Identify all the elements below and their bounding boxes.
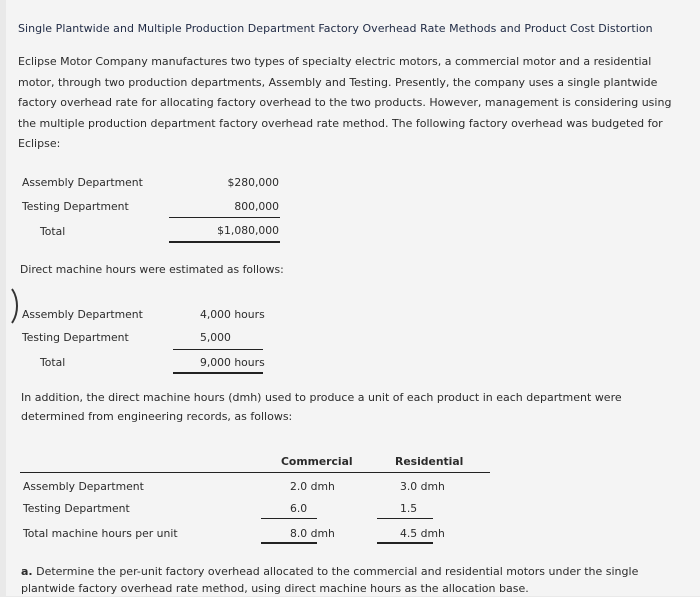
dmh-total-label: Total	[40, 356, 66, 369]
dmh-total-rule	[173, 372, 263, 374]
page-title: Single Plantwide and Multiple Production Department Factory Overhead Rate Methods and Product Cost Distortion	[18, 22, 653, 35]
unit-table-header-rule	[20, 472, 490, 473]
overhead-assembly-label: Assembly Department	[22, 176, 143, 189]
overhead-total-value: $1,080,000	[217, 224, 279, 237]
unit-assembly-label: Assembly Department	[23, 480, 144, 493]
dmh-intro: Direct machine hours were estimated as follows:	[20, 263, 284, 276]
unit-assembly-residential: 3.0 dmh	[400, 480, 445, 493]
header-residential: Residential	[395, 455, 464, 468]
unit-assembly-commercial: 2.0 dmh	[290, 480, 335, 493]
overhead-testing-label: Testing Department	[22, 200, 129, 213]
document-page	[6, 0, 700, 596]
dmh-assembly-value: 4,000 hours	[200, 308, 265, 321]
unit-total-label: Total machine hours per unit	[23, 527, 178, 540]
dmh-testing-value: 5,000	[200, 331, 231, 344]
question-text: Determine the per-unit factory overhead allocated to the commercial and residential motors under the single plantwide factory overhead rate method, using direct machine hours as the allocation base.	[21, 565, 639, 595]
header-commercial: Commercial	[281, 455, 353, 468]
unit-residential-total-rule	[377, 542, 433, 544]
dmh-assembly-label: Assembly Department	[22, 308, 143, 321]
dmh-testing-label: Testing Department	[22, 331, 129, 344]
overhead-testing-value: 800,000	[234, 200, 279, 213]
margin-bracket-mark	[0, 283, 18, 329]
overhead-total-label: Total	[40, 225, 66, 238]
unit-commercial-subtotal-rule	[261, 518, 317, 519]
overhead-subtotal-rule	[169, 217, 280, 218]
unit-testing-residential: 1.5	[400, 502, 418, 515]
unit-total-commercial: 8.0 dmh	[290, 527, 335, 540]
dmh-total-value: 9,000 hours	[200, 356, 265, 369]
overhead-assembly-value: $280,000	[227, 176, 279, 189]
unit-residential-subtotal-rule	[377, 518, 433, 519]
overhead-total-rule	[169, 241, 280, 243]
unit-testing-commercial: 6.0	[290, 502, 308, 515]
intro-paragraph: Eclipse Motor Company manufactures two types of specialty electric motors, a commercial motor and a residential motor, through two production departments, Assembly and Testing. Presently, the company uses a single plantwide factory overhead rate for allocating factory overhead to the two products. However, management is considering using the multiple production department factory overhead rate method. The following factory overhead was budgeted for Eclipse:	[18, 55, 672, 150]
question-letter: a.	[21, 565, 33, 578]
unit-commercial-total-rule	[261, 542, 317, 544]
dmh-subtotal-rule	[173, 349, 263, 350]
question-a	[21, 563, 681, 597]
unit-testing-label: Testing Department	[23, 502, 130, 515]
unit-total-residential: 4.5 dmh	[400, 527, 445, 540]
unit-intro: In addition, the direct machine hours (dmh) used to produce a unit of each product in each department were determined from engineering records, as follows:	[21, 391, 622, 423]
